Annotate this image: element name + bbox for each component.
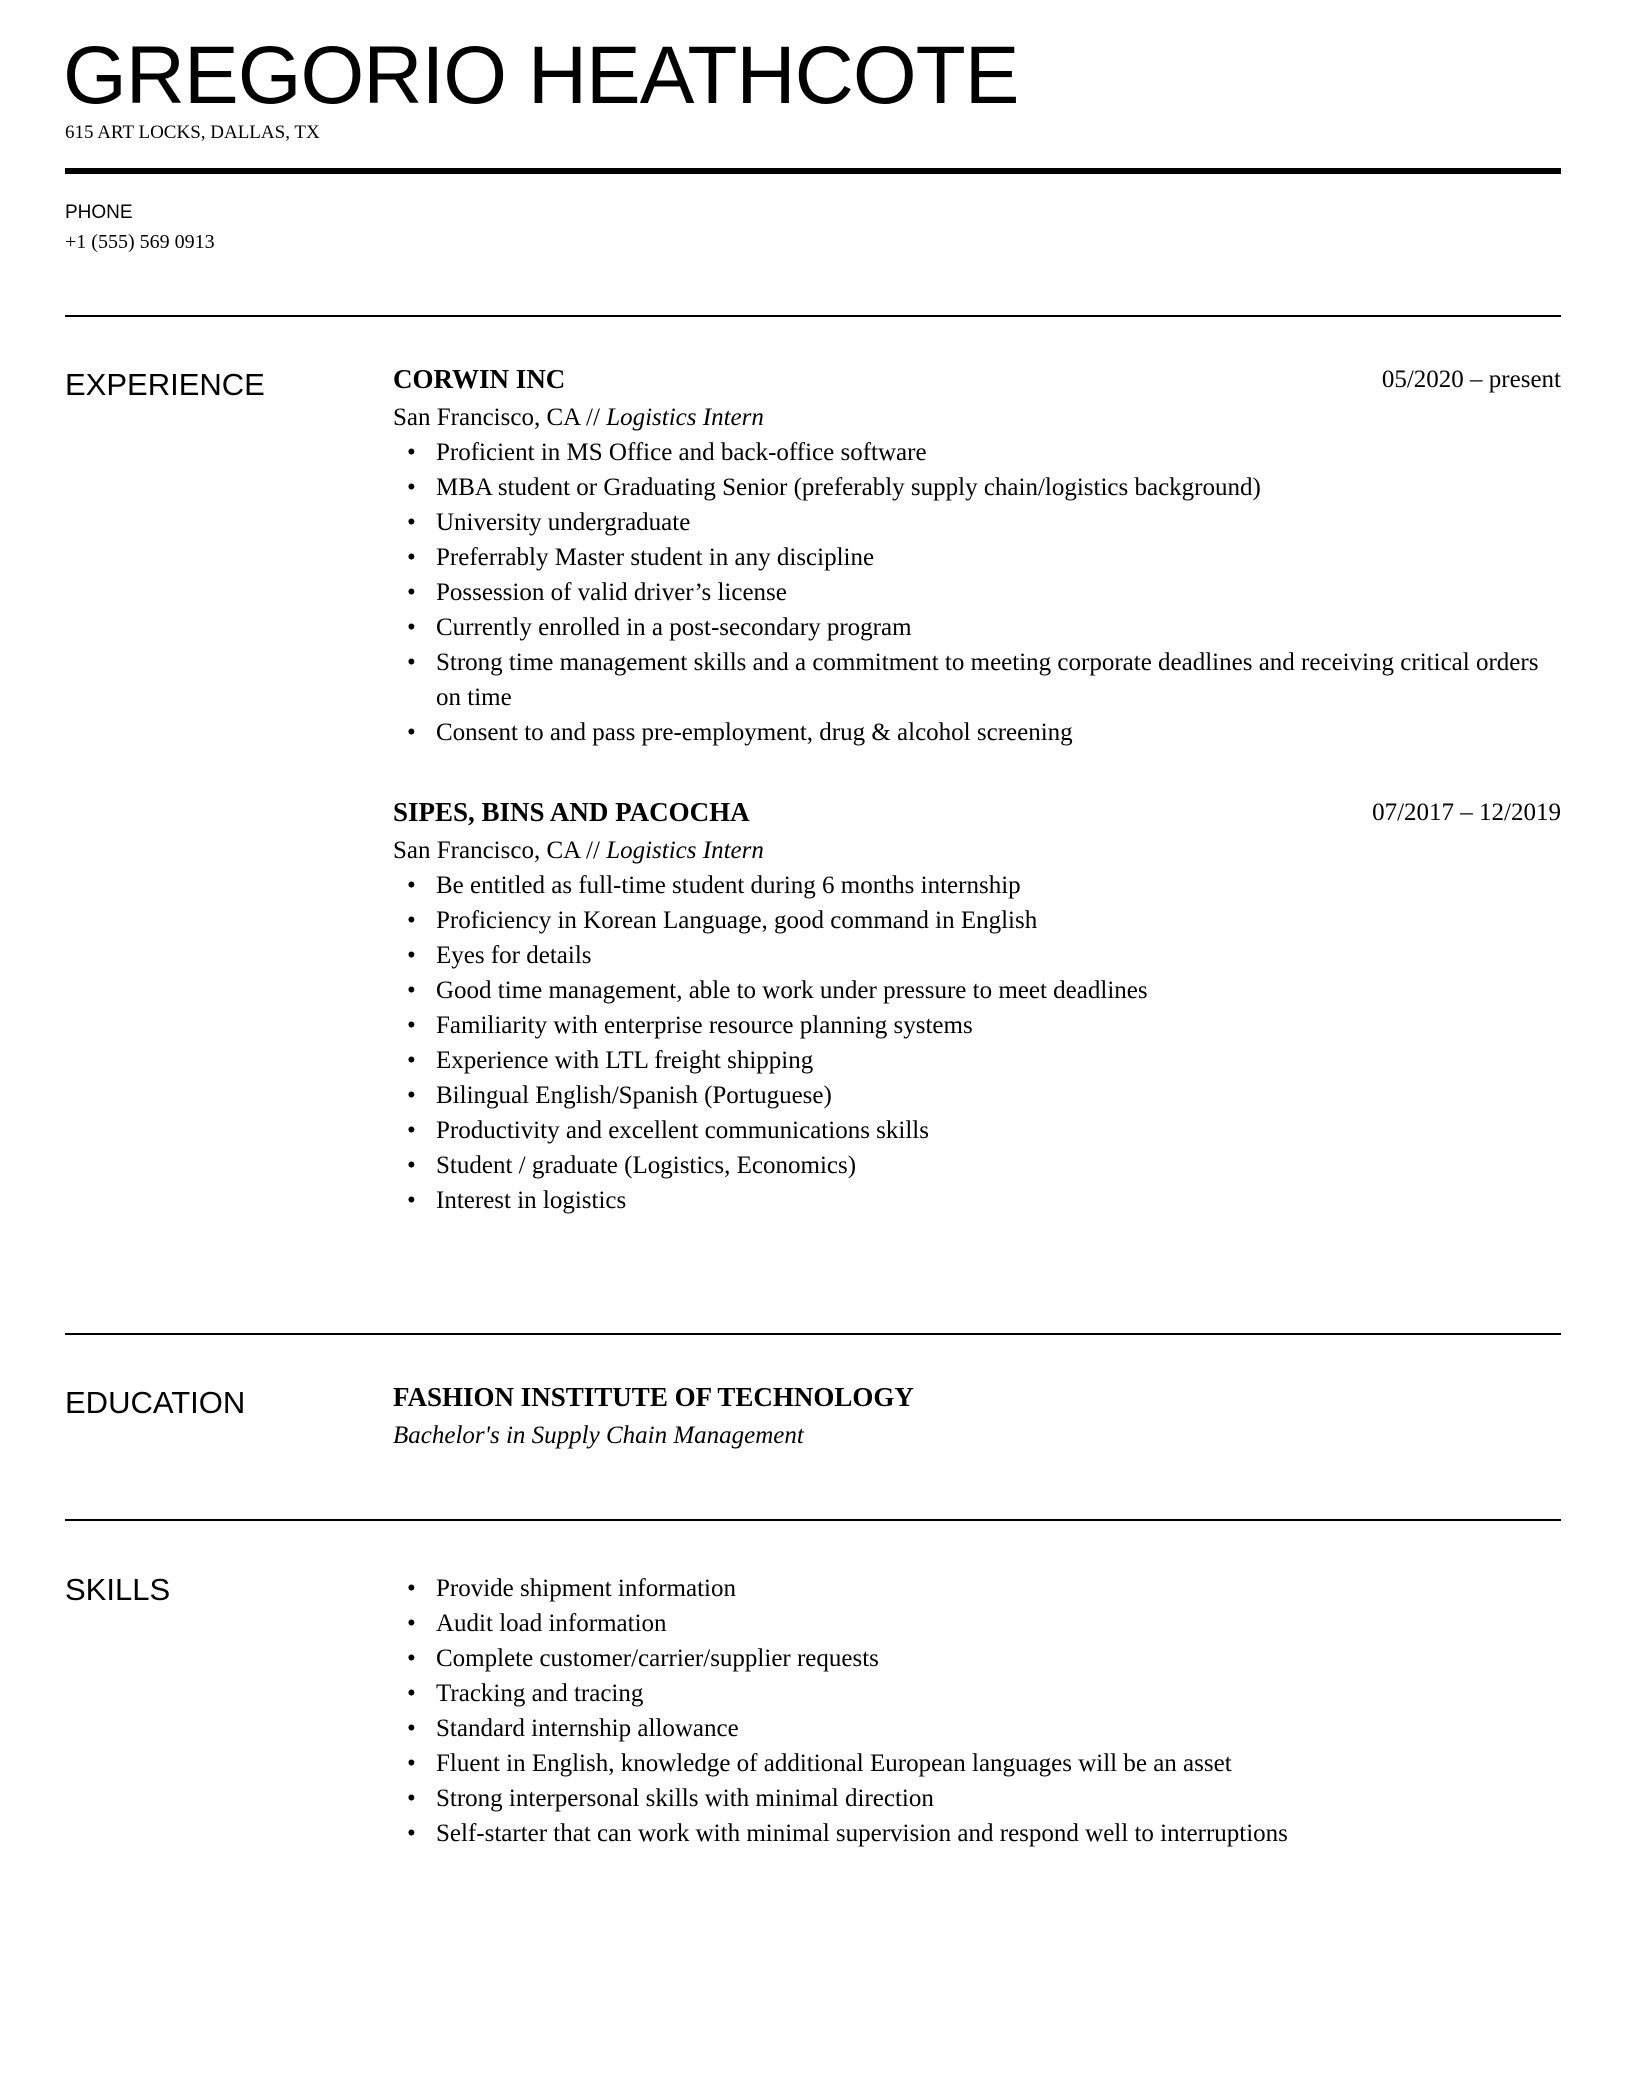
address: 615 ART LOCKS, DALLAS, TX [65,122,320,143]
job-entry [393,362,1561,750]
bullet-item: • Tracking and tracing [407,1676,1561,1711]
job-location: San Francisco, CA [393,837,580,864]
candidate-name: GREGORIO HEATHCOTE [63,30,1019,121]
job-entry [393,795,1561,1218]
separator: // [579,404,607,431]
job-title: Logistics Intern [606,837,764,864]
separator: // [579,837,607,864]
experience-heading: EXPERIENCE [65,367,265,402]
bullet-item: • Productivity and excellent communications skills [407,1113,1561,1148]
education-entry [393,1380,1561,1453]
section-divider [65,1333,1561,1335]
bullet-item: • Be entitled as full-time student during 6 months internship [407,868,1561,903]
job-bullets [407,868,1561,1218]
bullet-item: • Fluent in English, knowledge of additional European languages will be an asset [407,1746,1561,1781]
bullet-item: • University undergraduate [407,505,1561,540]
job-dates: 05/2020 – present [1381,366,1561,393]
bullet-item: • Currently enrolled in a post-secondary program [407,610,1561,645]
bullet-item: • Complete customer/carrier/supplier requests [407,1641,1561,1676]
bullet-item: • Strong time management skills and a commitment to meeting corporate deadlines and receiving critical orders on time [407,645,1561,715]
phone-label: PHONE [65,202,133,223]
section-divider [65,1519,1561,1521]
bullet-item: • Interest in logistics [407,1183,1561,1218]
company-name: SIPES, BINS AND PACOCHA [393,797,750,827]
job-dates: 07/2017 – 12/2019 [1372,799,1561,826]
bullet-item: • Student / graduate (Logistics, Economics) [407,1148,1561,1183]
job-location: San Francisco, CA [393,404,580,431]
bullet-item: • Experience with LTL freight shipping [407,1043,1561,1078]
bullet-item: • Provide shipment information [407,1571,1561,1606]
bullet-item: • Proficient in MS Office and back-office software [407,435,1561,470]
education-heading: EDUCATION [65,1385,246,1420]
bullet-item: • Familiarity with enterprise resource planning systems [407,1008,1561,1043]
bullet-item: • Self-starter that can work with minimal supervision and respond well to interruptions [407,1816,1561,1851]
bullet-item: • Standard internship allowance [407,1711,1561,1746]
bullet-item: • Audit load information [407,1606,1561,1641]
experience-list [393,362,1561,1218]
job-title: Logistics Intern [606,404,764,431]
job-bullets [407,435,1561,750]
school-name: FASHION INSTITUTE OF TECHNOLOGY [393,1382,914,1412]
bullet-item: • Possession of valid driver’s license [407,575,1561,610]
header-divider [65,168,1561,174]
section-divider [65,315,1561,317]
degree: Bachelor's in Supply Chain Management [393,1422,804,1449]
skills-heading: SKILLS [65,1572,171,1607]
bullet-item: • Proficiency in Korean Language, good command in English [407,903,1561,938]
skills-list [393,1571,1561,1851]
bullet-item: • MBA student or Graduating Senior (preferably supply chain/logistics background) [407,470,1561,505]
company-name: CORWIN INC [393,364,566,394]
bullet-item: • Good time management, able to work under pressure to meet deadlines [407,973,1561,1008]
bullet-item: • Consent to and pass pre-employment, drug & alcohol screening [407,715,1561,750]
bullet-item: • Strong interpersonal skills with minimal direction [407,1781,1561,1816]
bullet-item: • Preferrably Master student in any discipline [407,540,1561,575]
bullet-item: • Bilingual English/Spanish (Portuguese) [407,1078,1561,1113]
bullet-item: • Eyes for details [407,938,1561,973]
phone-number: +1 (555) 569 0913 [65,231,215,253]
